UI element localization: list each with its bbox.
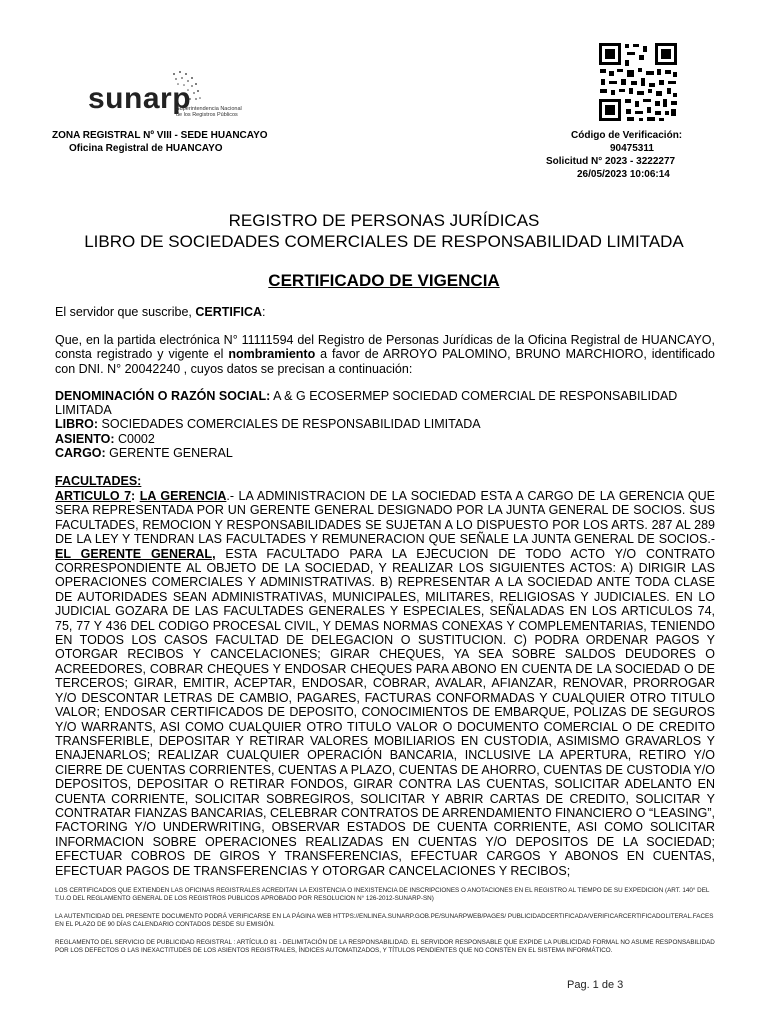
certificate-title: CERTIFICADO DE VIGENCIA bbox=[268, 271, 500, 290]
denominacion-field bbox=[55, 389, 715, 418]
articulo-text-2: ESTA FACULTADO PARA LA EJECUCION DE TODO ACTO Y/O CONTRATO CORRESPONDIENTE AL OBJETO DE LA SOCIEDAD, Y REALIZAR LOS SIGUIENTES ACTOS: A) DIRIGIR LAS OPERACIONES COMERCIALES Y ADMINISTRATIVAS. B) REPRESENTAR A LA SOCIEDAD ANTE TODA CLASE DE AUTORIDADES SEAN ADMINISTRATIVAS, MUNICIPALES, MILITARES, RELIGIOSAS Y JUDICIALES. EN LO JUDICIAL GOZARA DE LAS FACULTADES GENERALES Y ESPECIALES, SEÑALADAS EN LOS ARTICULOS 74, 75, 77 Y 436 DEL CODIGO PROCESAL CIVIL, Y DEMAS NORMAS CONEXAS Y COMPLEMENTARIAS, TENIENDO EN TODOS LOS CASOS FACULTAD DE DELEGACION O SUSTITUCION. C) PODRA ORDENAR PAGOS Y OTORGAR RECIBOS Y CANCELACIONES; GIRAR CHEQUES, YA SEA SOBRE SALDOS DEUDORES O ACREEDORES, COBRAR CHEQUES Y ENDOSAR CHEQUES PARA ABONO EN CUENTA DE LA SOCIEDAD O DE TERCEROS; GIRAR, EMITIR, ACEPTAR, ENDOSAR, COBRAR, AVALAR, AFIANZAR, RENOVAR, PRORROGAR Y/O DESCONTAR LETRAS DE CAMBIO, PAGARES, FACTURAS CONFORMADAS Y CUALQUIER OTRO TITULO VALOR; ENDOSAR CERTIFICADOS DE DEPOSITO, CONOCIMIENTOS DE EMBARQUE, POLIZAS DE SEGUROS Y/O WARRANTS, ASI COMO CUALQUIER OTRO TITULO VALOR O DOCUMENTO COMERCIAL O DE CREDITO TRANSFERIBLE, DEPOSITAR Y RETIRAR VALORES MOBILIARIOS EN CUSTODIA, ASIMISMO GRAVARLOS Y ENAJENARLOS; REALIZAR CUALQUIER OPERACIÓN BANCARIA, INCLUSIVE LA APERTURA, RETIRO Y/O CIERRE DE CUENTAS CORRIENTES, CUENTAS A PLAZO, CUENTAS DE AHORRO, CUENTAS DE CUSTODIA Y/O DEPOSITOS, DEPOSITAR O RETIRAR FONDOS, GIRAR CONTRA LAS CUENTAS, SOLICITAR ADELANTO EN CUENTA CORRIENTE, SOLICITAR SOBREGIROS, SOLICITAR Y ABRIR CARTAS DE CREDITO, SOLICITAR Y CONTRATAR FIANZAS BANCARIAS, CELEBRAR CONTRATOS DE ARRENDAMIENTO FINANCIERO O “LEASING”, FACTORING Y/O UNDERWRITING, OBSERVAR ESTADOS DE CUENTA CORRIENTE, ASI COMO SOLICITAR INFORMACION SOBRE OPERACIONES REALIZADAS EN CUENTAS Y/O DEPOSITOS DE LA SOCIEDAD; EFECTUAR COBROS DE GIROS Y TRANSFERENCIAS, EFECTUAR CARGOS Y ABONOS EN CUENTAS, EFECTUAR PAGOS DE TRANSFERENCIAS Y OTORGAR CANCELACIONES Y RECIBOS; bbox=[55, 546, 715, 878]
qr-code-icon bbox=[597, 41, 679, 123]
paragraph-text-b: a favor de ARROYO PALOMINO, BRUNO MARCHIORO, identificado con DNI. N° 20042240 , cuyos datos se precisan a continuación: bbox=[55, 347, 715, 376]
logo-subtitle: Superintendencia Nacional de los Registros Públicos bbox=[176, 106, 242, 118]
asiento-label: ASIENTO: bbox=[55, 432, 115, 446]
gerente-label: EL GERENTE GENERAL, bbox=[55, 546, 216, 561]
certifica-bold: CERTIFICA bbox=[195, 305, 263, 319]
cargo-value: GERENTE GENERAL bbox=[105, 446, 233, 460]
articulo-label: ARTICULO 7 bbox=[55, 489, 132, 503]
book-title: LIBRO DE SOCIEDADES COMERCIALES DE RESPONSABILIDAD LIMITADA bbox=[84, 232, 684, 251]
page-number: Pag. 1 de 3 bbox=[567, 979, 624, 991]
denominacion-value: A & G ECOSERMEP SOCIEDAD COMERCIAL DE RESPONSABILIDAD LIMITADA bbox=[55, 389, 678, 418]
libro-label: LIBRO: bbox=[55, 417, 99, 431]
logo-wordmark: sunarp bbox=[88, 82, 192, 115]
footer-note-2: LA AUTENTICIDAD DEL PRESENTE DOCUMENTO PODRÁ VERIFICARSE EN LA PÁGINA WEB HTTPS://ENLINEA.SUNARP.GOB.PE/SUNARPWEB/PAGES/ PUBLICIDADCERTIFICADA/VERIFICARCERTIFICADOLITERAL.FACES EN EL PLAZO DE 90 DÍAS CALENDARIO CONTADOS DESDE SU EMISIÓN. bbox=[55, 913, 714, 928]
certification-paragraph bbox=[55, 333, 715, 376]
codigo-verificacion-value: 90475311 bbox=[610, 143, 654, 154]
certifica-post: : bbox=[262, 305, 266, 319]
solicitud-number: Solicitud N° 2023 - 3222277 bbox=[546, 156, 676, 167]
oficina-registral: Oficina Registral de HUANCAYO bbox=[69, 143, 223, 154]
codigo-verificacion-label: Código de Verificación: bbox=[571, 130, 683, 141]
certifica-line bbox=[55, 305, 715, 319]
articulo-colon: : bbox=[131, 489, 140, 503]
libro-field bbox=[55, 417, 715, 431]
footer-note-3: REGLAMENTO DEL SERVICIO DE PUBLICIDAD REGISTRAL : ARTÍCULO 81 - DELIMITACIÓN DE LA RESPONSABILIDAD. EL SERVIDOR RESPONSABLE QUE EXPIDE LA PUBLICIDAD FORMAL NO ASUME RESPONSABILIDAD POR LOS DEFECTOS O LAS INEXACTITUDES DE LOS ASIENTOS REGISTRALES, ÍNDICES AUTOMATIZADOS, Y TÍTULOS PENDIENTES QUE NO CONSTEN EN EL SISTEMA INFORMÁTICO. bbox=[55, 939, 715, 954]
registry-title: REGISTRO DE PERSONAS JURÍDICAS bbox=[228, 211, 540, 230]
articulo-text-1: .- LA ADMINISTRACION DE LA SOCIEDAD ESTA A CARGO DE LA GERENCIA QUE SERA REPRESENTADA POR UN GERENTE GENERAL DESIGNADO POR LA JUNTA GENERAL DE SOCIOS. SUS FACULTADES, REMOCION Y RESPONSABILIDADES SE SUJETAN A LO DISPUESTO POR LOS ARTS. 287 AL 289 DE LA LEY Y TENDRAN LAS FACULTADES Y REMUNERACION QUE SEÑALE LA JUNTA GENERAL DE SOCIOS.- bbox=[55, 489, 716, 547]
articulo-paragraph bbox=[55, 489, 715, 878]
cargo-label: CARGO: bbox=[55, 446, 106, 460]
cargo-field bbox=[55, 446, 715, 460]
denominacion-label: DENOMINACIÓN O RAZÓN SOCIAL: bbox=[55, 389, 271, 403]
issue-datetime: 26/05/2023 10:06:14 bbox=[577, 169, 670, 180]
paragraph-text-a: Que, en la partida electrónica N° 11111594 del Registro de Personas Jurídicas de la Oficina Registral de HUANCAYO, consta registrado y vigente el bbox=[55, 333, 715, 362]
gerencia-label: LA GERENCIA bbox=[139, 489, 227, 503]
libro-value: SOCIEDADES COMERCIALES DE RESPONSABILIDAD LIMITADA bbox=[98, 417, 481, 431]
certifica-pre: El servidor que suscribe, bbox=[55, 305, 196, 319]
asiento-value: C0002 bbox=[114, 432, 155, 446]
asiento-field bbox=[55, 432, 715, 446]
zona-registral: ZONA REGISTRAL Nº VIII - SEDE HUANCAYO bbox=[52, 130, 268, 141]
facultades-title: FACULTADES: bbox=[55, 474, 142, 488]
nombramiento-bold: nombramiento bbox=[228, 347, 316, 362]
footer-note-1: LOS CERTIFICADOS QUE EXTIENDEN LAS OFICINAS REGISTRALES ACREDITAN LA EXISTENCIA O INEXISTENCIA DE INSCRIPCIONES O ANOTACIONES EN EL REGISTRO AL TIEMPO DE SU EXPEDICION (ART. 140° DEL T.U.O DEL REGLAMENTO GENERAL DE LOS REGISTROS PUBLICOS APROBADO POR RESOLUCION N° 126-2012-SUNARP-SN) bbox=[55, 887, 710, 902]
